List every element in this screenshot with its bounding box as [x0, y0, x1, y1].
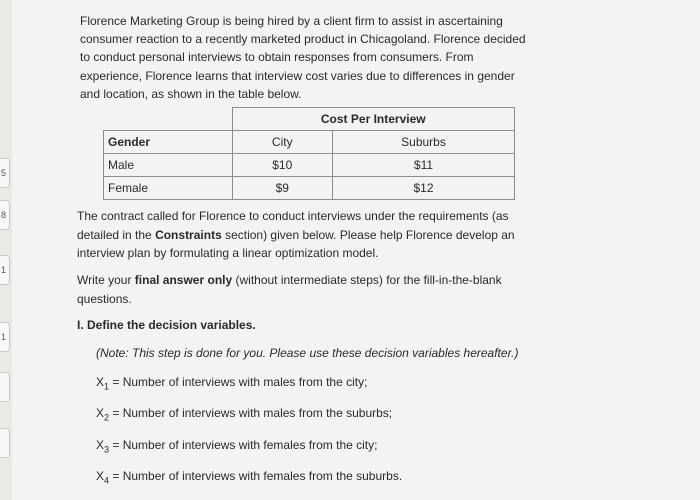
cell-male-city: $10: [232, 154, 333, 177]
gutter-question-tab[interactable]: [0, 255, 10, 285]
gutter-question-tab[interactable]: [0, 200, 10, 230]
gutter-label: 8: [1, 210, 7, 220]
column-header-city: City: [232, 131, 333, 154]
constraints-bold: Constraints: [155, 227, 222, 242]
column-header-gender: Gender: [104, 131, 233, 154]
gutter-question-tab[interactable]: [0, 372, 10, 402]
cell-female-suburbs: $12: [333, 177, 515, 200]
gutter-label: 1: [1, 332, 7, 342]
left-gutter: [0, 0, 12, 500]
variable-definition: $X_4$ = Number of interviews with females from the suburbs.: [96, 469, 403, 486]
cost-table: [103, 107, 515, 200]
gutter-label: 1: [1, 265, 7, 275]
contract-paragraph: The contract called for Florence to conduct interviews under the requirements (as detailed in the Constraints section) given below. Please help Florence develop an interview plan by formulating a linear optimization model.: [77, 209, 515, 260]
final-answer-bold: final answer only: [134, 273, 233, 287]
cell-male-suburbs: $11: [333, 154, 515, 177]
instructions-paragraph: Write your final answer only (without intermediate steps) for the fill-in-the-blank questions.: [77, 273, 502, 306]
intro-paragraph: Florence Marketing Group is being hired by a client firm to assist in ascertaining consumer reaction to a recently marketed product in Chicagoland. Florence decided to conduct personal interviews to obtain responses from consumers. From experience, Florence learns that interview cost varies due to differences in gender and location, as shown in the table below.: [80, 14, 526, 101]
variable-definition: $X_3$ = Number of interviews with females from the city;: [96, 438, 378, 455]
section-title: I. Define the decision variables.: [77, 318, 256, 332]
gutter-question-tab[interactable]: [0, 158, 10, 188]
table-caption: Cost Per Interview: [232, 108, 515, 131]
table-row: [104, 154, 515, 177]
note-text: (Note: This step is done for you. Please use these decision variables hereafter.): [96, 346, 519, 360]
cell-female-city: $9: [232, 177, 333, 200]
row-label-female: Female: [104, 177, 233, 200]
row-label-male: Male: [104, 154, 233, 177]
gutter-question-tab[interactable]: [0, 428, 10, 458]
variable-definition: $X_2$ = Number of interviews with males from the suburbs;: [96, 406, 393, 423]
gutter-question-tab[interactable]: [0, 322, 10, 352]
gutter-label: 5: [1, 168, 7, 178]
table-corner: [104, 108, 233, 131]
table-header-row: [104, 131, 515, 154]
table-row: [104, 177, 515, 200]
variable-definition: $X_1$ = Number of interviews with males from the city;: [96, 375, 368, 392]
column-header-suburbs: Suburbs: [333, 131, 515, 154]
